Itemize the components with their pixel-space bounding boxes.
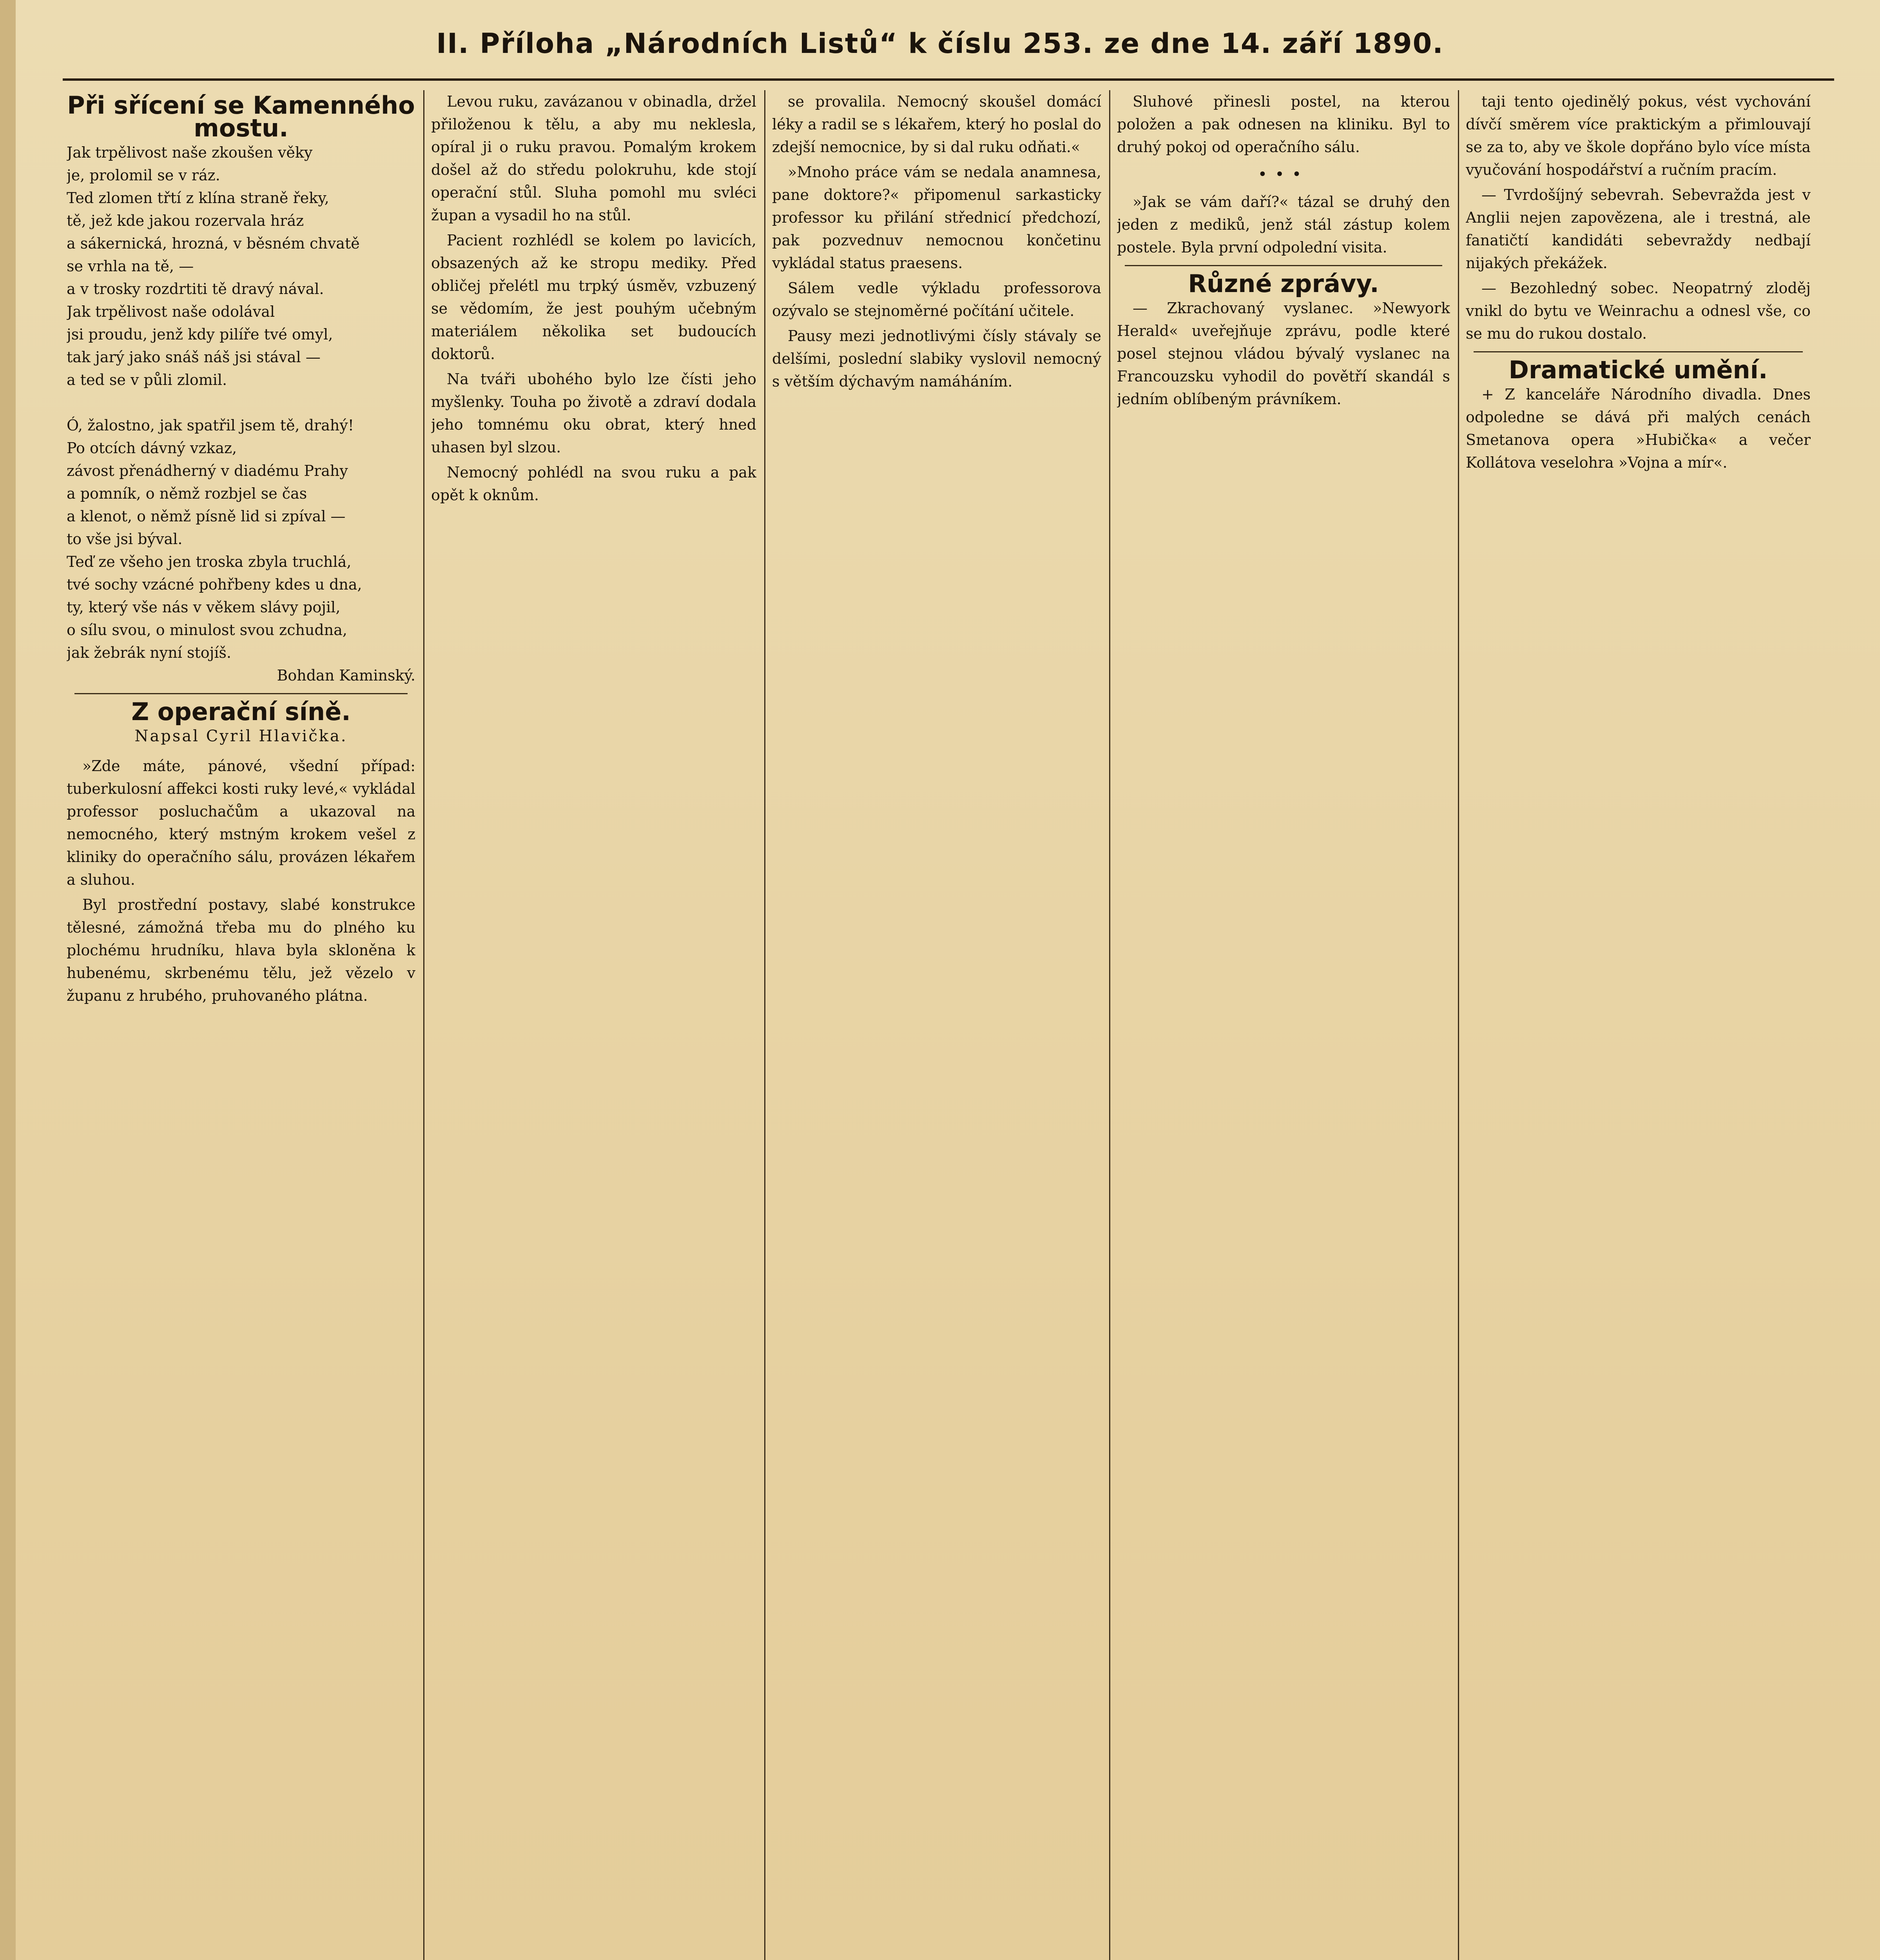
paragraph: »Jak se vám daří?« tázal se druhý den jeden z mediků, jenž stál zástup kolem postele. Byla první odpolední visita. [1117,193,1450,256]
section-heading: Dramatické umění. [1508,356,1768,384]
poem-line: a pomník, o němž rozbjel se čas [67,485,307,502]
poem-line: tě, jež kde jakou rozervala hráz [67,212,304,229]
column-rule [1458,90,1459,1960]
poem-line: a sákernická, hrozná, v běsném chvatě [67,235,360,252]
column-rule [423,90,424,1960]
paragraph: se provalila. Nemocný skoušel domácí léky a radil se s lékařem, který ho poslal do zdejší nemocnice, by si dal ruku odňati.« [772,93,1101,156]
poem-line: a v trosky rozdrtiti tě dravý nával. [67,280,324,298]
poem-line: to vše jsi býval. [67,530,183,548]
poem-line: je, prolomil se v ráz. [67,167,220,184]
paragraph: taji tento ojedinělý pokus, vést vychování dívčí směrem více praktickým a přimlouvají se za to, aby ve škole dopřáno bylo více místa vyučování hospodářství a ručním pracím. [1466,93,1811,178]
column-3 [772,90,1101,1960]
poem-line: závost přenádherný v diadému Prahy [67,462,348,479]
poem-line: Po otcích dávný vzkaz, [67,439,237,457]
paragraph: Na tváři ubohého bylo lze čísti jeho myšlenky. Touha po životě a zdraví dodala jeho tomnému oku obrat, který hned uhasen byl slzou. [431,370,756,456]
section-divider [1474,351,1803,352]
poem-stanza-1 [67,141,415,391]
poem-stanza-2 [67,414,415,664]
poem-line: Ted zlomen třtí z klína straně řeky, [67,189,329,207]
column-5 [1466,90,1811,1960]
paragraph: — Bezohledný sobec. Neopatrný zloděj vnikl do bytu ve Weinrachu a odnesl vše, co se mu do rukou dostalo. [1466,279,1811,342]
paragraph: »Zde máte, pánové, všední případ: tuberkulosní affekci kosti ruky levé,« vykládal professor posluchačům a ukazoval na nemocného, který mstným krokem vešel z kliniky do operačního sálu, provázen lékařem a sluhou. [67,757,415,888]
poem-line: a klenot, o němž písně lid si zpíval — [67,508,346,525]
poem-line: Jak trpělivost naše zkoušen věky [67,144,313,161]
binding-edge [0,0,16,1960]
poem-line: se vrhla na tě, — [67,258,194,275]
poem-line: Jak trpělivost naše odolával [67,303,275,320]
poem-signature: Bohdan Kaminský. [277,667,415,684]
section-separator: ••• [1258,165,1309,183]
poem-line: Teď ze všeho jen troska zbyla truchlá, [67,553,352,570]
paragraph: Nemocný pohlédl na svou ruku a pak opět k oknům. [431,464,756,504]
poem-line: jak žebrák nyní stojíš. [67,644,232,661]
poem-line: jsi proudu, jenž kdy pilíře tvé omyl, [67,326,333,343]
paragraph: Byl prostřední postavy, slabé konstrukce tělesné, zámožná třeba mu do plného ku plochému hrudníku, hlava byla skloněna k hubenému, skrbenému tělu, jež vězelo v županu z hrubého, pruhovaného plátna. [67,896,415,1004]
section-heading: Různé zprávy. [1188,269,1379,298]
poem-line: a ted se v půli zlomil. [67,371,227,388]
paragraph: Sálem vedle výkladu professorova ozývalo se stejnoměrné počítání učitele. [772,279,1101,319]
section-heading: Z operační síně. [131,697,351,726]
column-4 [1117,90,1450,1960]
poem-line: tak jarý jako snáš náš jsi stával — [67,348,321,366]
column-2 [431,90,756,1960]
paragraph: — Zkrachovaný vyslanec. »Newyork Herald« uveřejňuje zprávu, podle které posel stejnou vládou bývalý vyslanec na Francouzsku vyhodil do povětří skandál s jedním oblíbeným právníkem. [1117,299,1450,408]
poem-heading: Při sřícení se Kamenného mostu. [67,91,415,142]
poem-line: tvé sochy vzácné pohřbeny kdes u dna, [67,576,362,593]
paragraph: — Tvrdošíjný sebevrah. Sebevražda jest v Anglii nejen zapovězena, ale i trestná, ale fanatičtí kandidáti sebevraždy nedbají nijakých překážek. [1466,186,1811,272]
paragraph: Levou ruku, zavázanou v obinadla, držel přiloženou k tělu, a aby mu neklesla, opíral ji o ruku pravou. Pomalým krokem došel až do středu polokruhu, kde stojí operační stůl. Sluha pomohl mu svléci župan a vysadil ho na stůl. [431,93,756,224]
section-divider [1125,265,1442,266]
paragraph: Pausy mezi jednotlivými čísly stávaly se delšími, poslední slabiky vyslovil nemocný s větším dýchavým namáháním. [772,327,1101,390]
section-divider [74,693,408,694]
poem-line: ty, který vše nás v věkem slávy pojil, [67,599,341,616]
poem-line: Ó, žalostno, jak spatřil jsem tě, drahý! [67,417,354,434]
supplement-title: II. Příloha „Národních Listů“ k číslu 253. ze dne 14. září 1890. [436,27,1444,60]
poem-line: o sílu svou, o minulost svou zchudna, [67,621,347,639]
page-header [16,27,1864,71]
paragraph: + Z kanceláře Národního divadla. Dnes odpoledne se dává při malých cenách Smetanova opera »Hubička« a večer Kollátova veselohra »Vojna a mír«. [1466,386,1811,471]
header-rule [63,78,1834,81]
column-rule [1109,90,1110,1960]
paragraph: Pacient rozhlédl se kolem po lavicích, obsazených až ke stropu mediky. Před obličej přelétl mu trpký úsměv, vzbuzený se vědomím, že jest pouhým učebným materiálem několika set budoucích doktorů. [431,232,756,363]
paragraph: »Mnoho práce vám se nedala anamnesa, pane doktore?« připomenul sarkasticky professor ku přilání střednicí předchozí, pak pozvednuv nemocnou končetinu vykládal status praesens. [772,163,1101,272]
section-author: Napsal Cyril Hlavička. [134,727,348,745]
paragraph: Sluhové přinesli postel, na kterou položen a pak odnesen na kliniku. Byl to druhý pokoj od operačního sálu. [1117,93,1450,156]
column-rule [764,90,765,1960]
column-1 [67,90,415,1960]
